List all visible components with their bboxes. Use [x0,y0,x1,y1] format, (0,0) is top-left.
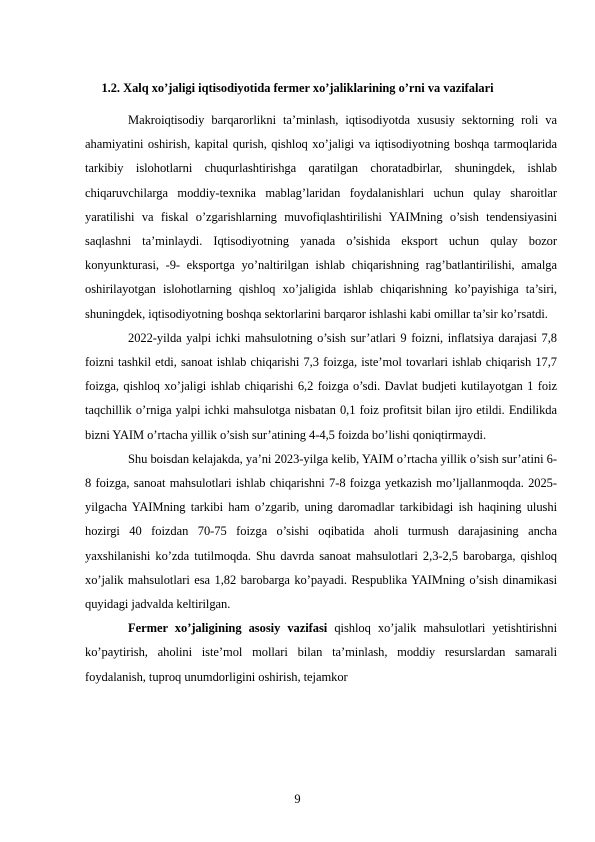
paragraph-2 [85,326,557,447]
body-text [85,108,557,689]
paragraph-4-text: qishloq xo’jalik mahsulotlari yetishtirishni ko’paytirish, aholini iste’mol mollari bilan ta’minlash, moddiy resurslardan samarali foydalanish, tuproq unumdorligini oshirish, tejamkor [85,621,557,684]
paragraph-1-text: Makroiqtisodiy barqarorlikni ta’minlash, iqtisodiyotda xususiy sektorning roli va ahamiyatini oshirish, kapital qurish, qishloq xo’jaligi va iqtisodiyotning boshqa tarmoqlarida tarkibiy islohotlarni chuqurlashtirishga qaratilgan choratadbirlar, shuningdek, ishlab chiqaruvchilarga moddiy-texnika mablag’laridan foydalanishlari uchun qulay sharoitlar yaratilishi va fiskal o’zgarishlarning muvofiqlashtirilishi YAIMning o’sish tendensiyasini saqlashni ta’minlaydi. Iqtisodiyotning yanada o’sishida eksport uchun qulay bozor konyunkturasi, -9- eksportga yo’naltirilgan ishlab chiqarishning rag’batlantirilishi, amalga oshirilayotgan islohotlarning qishloq xo’jaligida ishlab chiqarishning ko’payishiga ta’siri, shuningdek, iqtisodiyotning boshqa sektorlarini barqaror ishlashi kabi omillar ta’sir ko’rsatdi. [85,113,557,321]
paragraph-4-bold-lead: Fermer xo’jaligining asosiy vazifasi [128,621,328,636]
paragraph-3-text: Shu boisdan kelajakda, ya’ni 2023-yilga kelib, YAIM o’rtacha yillik o’sish sur’atini 6-8 foizga, sanoat mahsulotlari ishlab chiqarishni 7-8 foizga yetkazish mo’ljallanmoqda. 2025-yilgacha YAIMning tarkibi ham o’zgarib, uning daromadlar tarkibidagi ish haqining ulushi hozirgi 40 foizdan 70-75 foizga o’sishi oqibatida aholi turmush darajasining ancha yaxshilanishi ko’zda tutilmoqda. Shu davrda sanoat mahsulotlari 2,3-2,5 barobarga, qishloq xo’jalik mahsulotlari esa 1,82 barobarga ko’payadi. Respublika YAIMning o’sish dinamikasi quyidagi jadvalda keltirilgan. [85,451,557,612]
paragraph-4 [85,616,557,689]
paragraph-3 [85,447,557,616]
page-number: 9 [294,792,301,806]
paragraph-1 [85,108,557,326]
paragraph-2-text: 2022-yilda yalpi ichki mahsulotning o’sish sur’atlari 9 foizni, inflatsiya darajasi 7,8 foizni tashkil etdi, sanoat ishlab chiqarishi 7,3 foizga, iste’mol tovarlari ishlab chiqarish 17,7 foizga, qishloq xo’jaligi ishlab chiqarishi 6,2 foizga o’sdi. Davlat budjeti kutilayotgan 1 foiz taqchillik o’rniga yalpi ichki mahsulotga nisbatan 0,1 foiz profitsit bilan ijro etildi. Endilikda bizni YAIM o’rtacha yillik o’sish sur’atining 4-4,5 foizda bo’lishi qoniqtirmaydi. [85,330,557,442]
section-heading: 1.2. Xalq xo’jaligi iqtisodiyotida fermer xo’jaliklarining o’rni va vazifalari [101,81,494,95]
